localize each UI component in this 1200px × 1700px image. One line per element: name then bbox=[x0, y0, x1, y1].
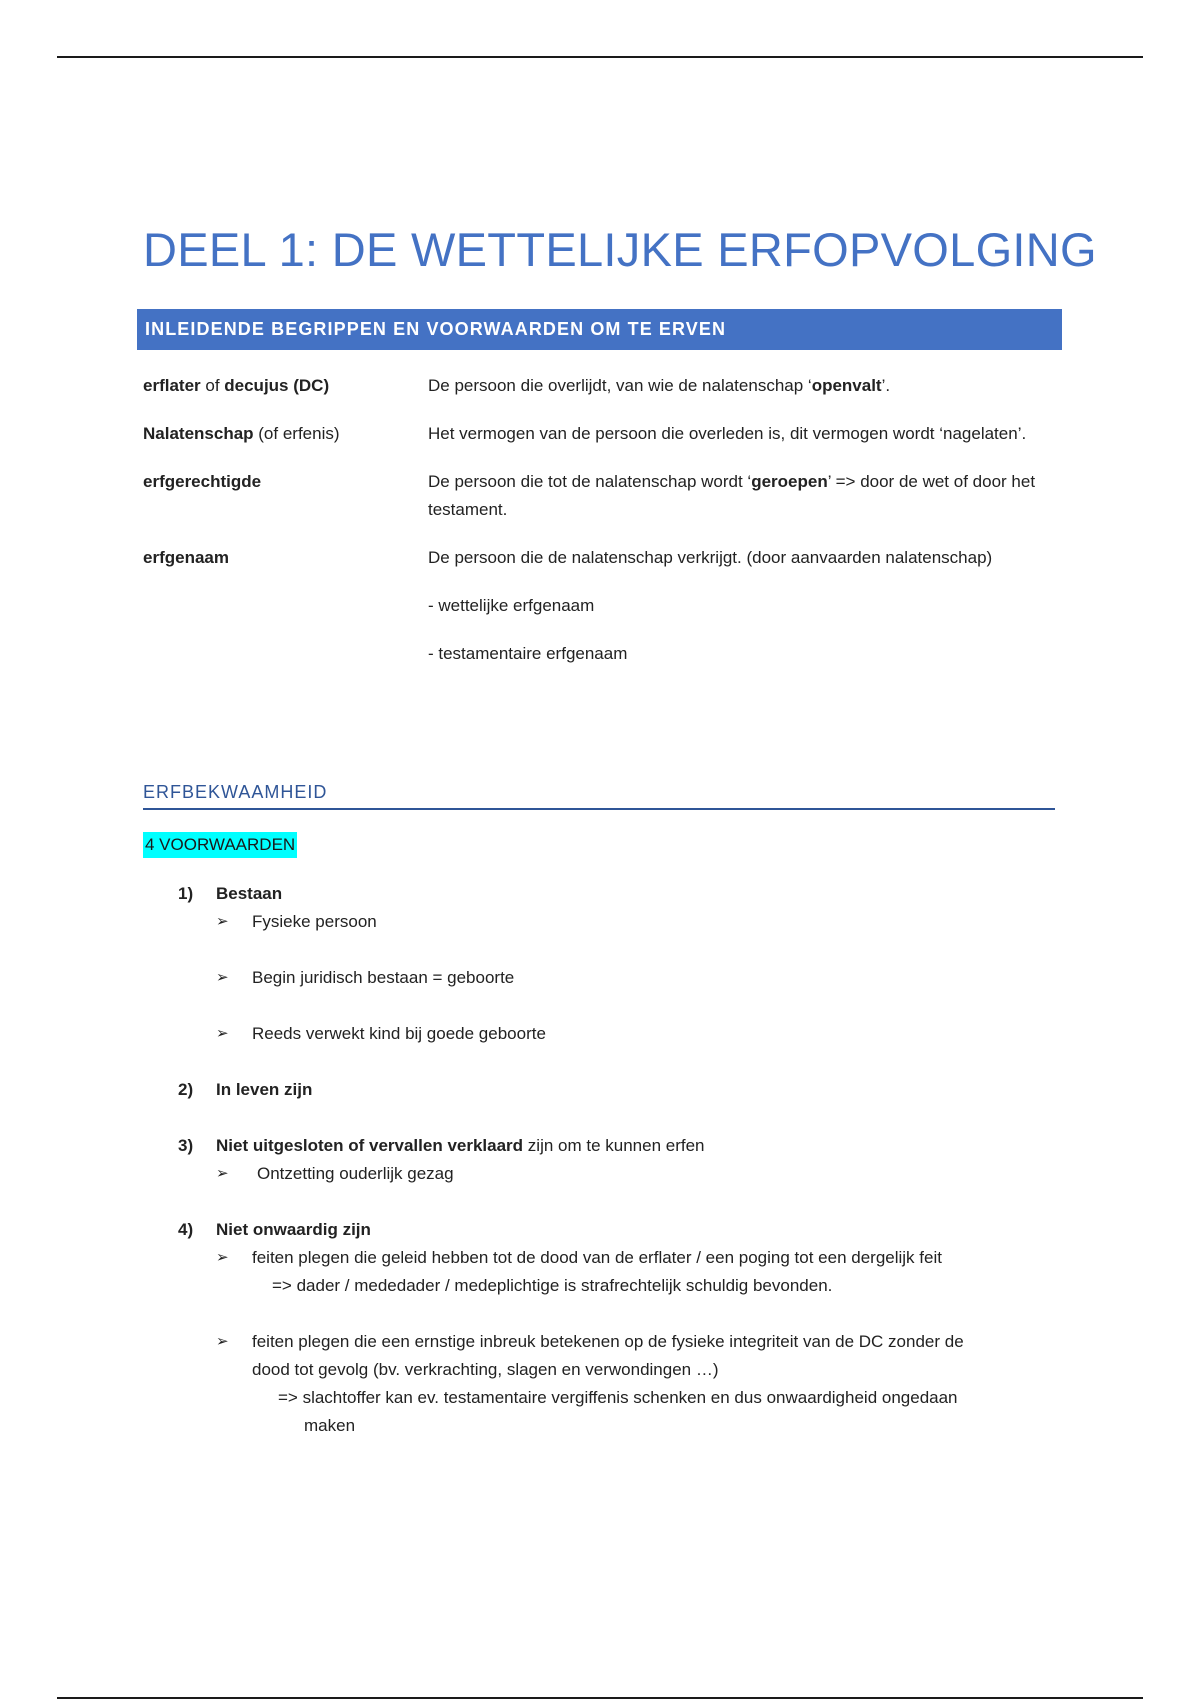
term-connector: of bbox=[200, 376, 225, 395]
term-bold: erfgenaam bbox=[143, 548, 229, 567]
definition-row-erflater bbox=[143, 372, 1063, 400]
condition-item-3 bbox=[178, 1132, 1078, 1188]
list-item bbox=[216, 1244, 1078, 1300]
document-heading: DEEL 1: DE WETTELIJKE ERFOPVOLGING bbox=[143, 223, 1097, 276]
sub-text: Reeds verwekt kind bij goede geboorte bbox=[252, 1024, 546, 1043]
condition-number: 3) bbox=[178, 1136, 194, 1155]
definition-term bbox=[143, 420, 423, 448]
definition-row-erfgerechtigde bbox=[143, 468, 1063, 524]
list-item: - wettelijke erfgenaam bbox=[428, 596, 595, 615]
condition-item-2 bbox=[178, 1076, 1078, 1104]
definition-text bbox=[428, 372, 1063, 400]
text-part: De persoon die tot de nalatenschap wordt ‘ bbox=[428, 472, 752, 491]
sub-text: Begin juridisch bestaan = geboorte bbox=[252, 968, 515, 987]
term-bold: erflater bbox=[143, 376, 201, 395]
sub-text: Fysieke persoon bbox=[252, 912, 377, 931]
condition-number: 4) bbox=[178, 1220, 194, 1239]
condition-title-rest: zijn om te kunnen erfen bbox=[523, 1136, 705, 1155]
footer-rule bbox=[57, 1697, 1143, 1699]
text-part: ’ => door de wet of door het testament. bbox=[428, 472, 1036, 519]
sub-text: feiten plegen die geleid hebben tot de dood van de erflater / een poging tot een dergelijk feit bbox=[252, 1248, 942, 1267]
arrow-bullet-icon: ➢ bbox=[216, 913, 229, 930]
sub-text-line2: dood tot gevolg (bv. verkrachting, slagen en verwondingen …) bbox=[252, 1360, 719, 1379]
definition-row-erfgenaam bbox=[143, 544, 1063, 668]
text-bold: openvalt bbox=[811, 376, 882, 395]
term-rest: (of erfenis) bbox=[253, 424, 340, 443]
term-bold: erfgerechtigde bbox=[143, 472, 262, 491]
definition-text bbox=[428, 544, 1063, 668]
condition-number: 2) bbox=[178, 1080, 194, 1099]
section-banner bbox=[137, 309, 1062, 350]
condition-title: Niet uitgesloten of vervallen verklaard bbox=[216, 1136, 524, 1155]
text-line: De persoon die de nalatenschap verkrijgt. (door aanvaarden nalatenschap) bbox=[428, 548, 993, 567]
condition-item-4 bbox=[178, 1216, 1078, 1440]
text-part: ’. bbox=[881, 376, 891, 395]
list-item bbox=[216, 1020, 1078, 1048]
definition-term bbox=[143, 372, 423, 400]
section-heading: ERFBEKWAAMHEID bbox=[143, 778, 1055, 810]
list-item bbox=[216, 1328, 1078, 1440]
condition-title: Niet onwaardig zijn bbox=[216, 1220, 371, 1239]
text-part: De persoon die overlijdt, van wie de nalatenschap ‘ bbox=[428, 376, 812, 395]
list-item: - testamentaire erfgenaam bbox=[428, 644, 628, 663]
banner-title: INLEIDENDE BEGRIPPEN EN VOORWAARDEN OM TE ERVEN bbox=[145, 319, 727, 339]
list-item bbox=[216, 908, 1078, 936]
arrow-bullet-icon: ➢ bbox=[216, 1025, 229, 1042]
conditions-list bbox=[178, 880, 1078, 1440]
condition-title: Bestaan bbox=[216, 884, 283, 903]
highlighted-label: 4 VOORWAARDEN bbox=[143, 832, 297, 858]
list-item bbox=[216, 964, 1078, 992]
definition-row-nalatenschap bbox=[143, 420, 1063, 448]
arrow-bullet-icon: ➢ bbox=[216, 1249, 229, 1266]
definitions-table bbox=[143, 372, 1063, 668]
text-bold: geroepen bbox=[751, 472, 828, 491]
arrow-bullet-icon: ➢ bbox=[216, 969, 229, 986]
condition-number: 1) bbox=[178, 884, 194, 903]
sub-continuation: => slachtoffer kan ev. testamentaire vergiffenis schenken en dus onwaardigheid ongedaan bbox=[278, 1388, 958, 1407]
arrow-bullet-icon: ➢ bbox=[216, 1165, 229, 1182]
condition-title: In leven zijn bbox=[216, 1080, 313, 1099]
term-bold: Nalatenschap bbox=[143, 424, 254, 443]
arrow-bullet-icon: ➢ bbox=[216, 1333, 229, 1350]
term-bold: decujus (DC) bbox=[224, 376, 330, 395]
condition-item-1 bbox=[178, 880, 1078, 1048]
sub-continuation: => dader / mededader / medeplichtige is strafrechtelijk schuldig bevonden. bbox=[272, 1276, 833, 1295]
sub-continuation: maken bbox=[304, 1416, 356, 1435]
header-rule bbox=[57, 56, 1143, 58]
definition-text: Het vermogen van de persoon die overleden is, dit vermogen wordt ‘nagelaten’. bbox=[428, 424, 1027, 443]
definition-term bbox=[143, 544, 423, 572]
definition-text bbox=[428, 468, 1063, 524]
sub-text: feiten plegen die een ernstige inbreuk betekenen op de fysieke integriteit van de DC zonder de bbox=[252, 1332, 964, 1351]
list-item bbox=[216, 1160, 1078, 1188]
sub-text: Ontzetting ouderlijk gezag bbox=[257, 1164, 454, 1183]
definition-term bbox=[143, 468, 423, 496]
